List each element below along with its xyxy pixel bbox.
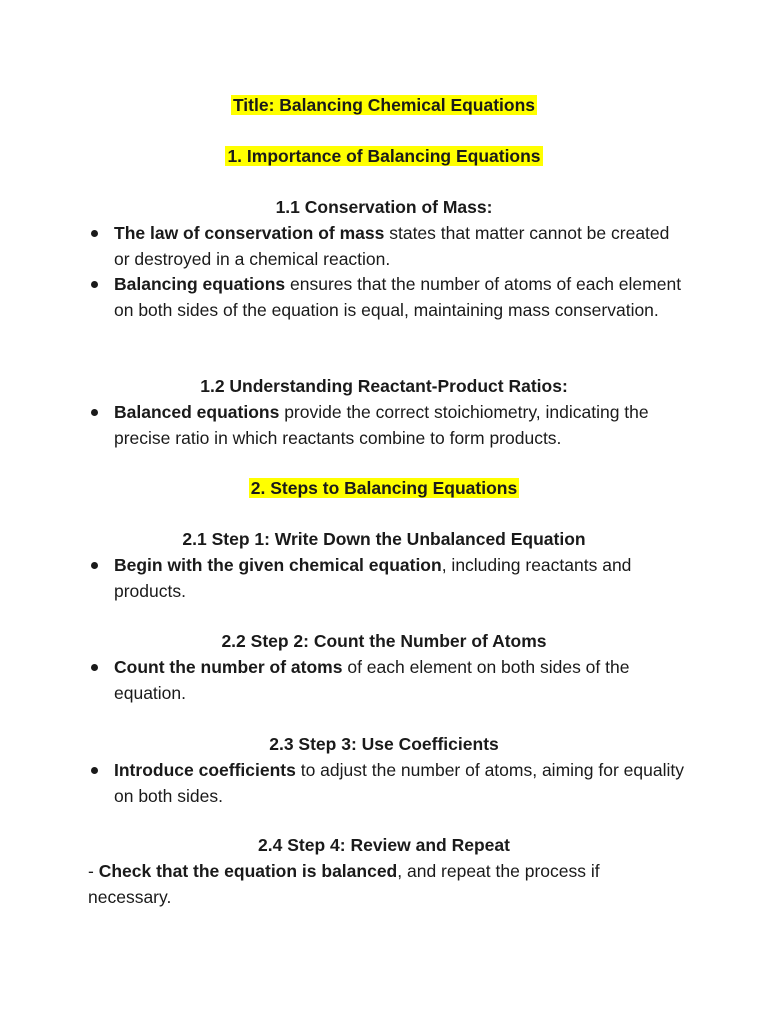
document-title-text: Title: Balancing Chemical Equations (232, 95, 536, 115)
list-item (88, 272, 688, 323)
step-4-line (88, 859, 648, 910)
list-item (88, 221, 688, 272)
step-4-heading: 2.4 Step 4: Review and Repeat (258, 835, 510, 855)
bullet-text: states that matter cannot be created or destroyed in a chemical reaction. (114, 223, 670, 269)
subsection-1-2-list (88, 400, 688, 451)
document-title (0, 93, 768, 119)
section2-heading-text: 2. Steps to Balancing Equations (250, 478, 518, 498)
step-1-list (88, 553, 688, 604)
subsection-1-1-heading: 1.1 Conservation of Mass: (275, 197, 493, 217)
list-item (88, 553, 688, 604)
bullet-bold-text: Balancing equations (114, 274, 286, 295)
section2-heading (0, 476, 768, 502)
bullet-text: to adjust the number of atoms, aiming for equality on both sides. (114, 760, 684, 806)
subsection-1-2-heading: 1.2 Understanding Reactant-Product Ratios: (200, 376, 568, 396)
step-3-list (88, 758, 688, 809)
bullet-text: , including reactants and products. (114, 555, 632, 601)
bullet-text: ensures that the number of atoms of each element on both sides of the equation is equal, maintaining mass conservation. (114, 274, 682, 320)
subsection-1-1-list (88, 221, 688, 323)
bullet-bold-text: Count the number of atoms (114, 657, 343, 677)
bullet-bold-text: Begin with the given chemical equation (114, 555, 442, 575)
step-1-heading: 2.1 Step 1: Write Down the Unbalanced Equation (182, 529, 586, 549)
line-bold-text: Check that the equation is balanced (98, 861, 398, 881)
step-2-list (88, 655, 688, 706)
section1-heading-text: 1. Importance of Balancing Equations (227, 146, 541, 166)
list-item (88, 758, 688, 809)
bullet-text: of each element on both sides of the equation. (114, 657, 630, 703)
step-2-heading: 2.2 Step 2: Count the Number of Atoms (221, 631, 547, 651)
bullet-bold-text: The law of conservation of mass (114, 223, 385, 243)
bullet-text: provide the correct stoichiometry, indicating the precise ratio in which reactants combine to form products. (114, 402, 649, 448)
bullet-bold-text: Balanced equations (114, 402, 280, 422)
list-item (88, 655, 688, 706)
bullet-bold-text: Introduce coefficients (114, 760, 296, 780)
line-text: , and repeat the process if necessary. (88, 861, 600, 907)
section1-heading (0, 144, 768, 170)
list-item (88, 400, 688, 451)
dash-prefix: - (88, 861, 99, 881)
step-3-heading: 2.3 Step 3: Use Coefficients (269, 734, 499, 754)
